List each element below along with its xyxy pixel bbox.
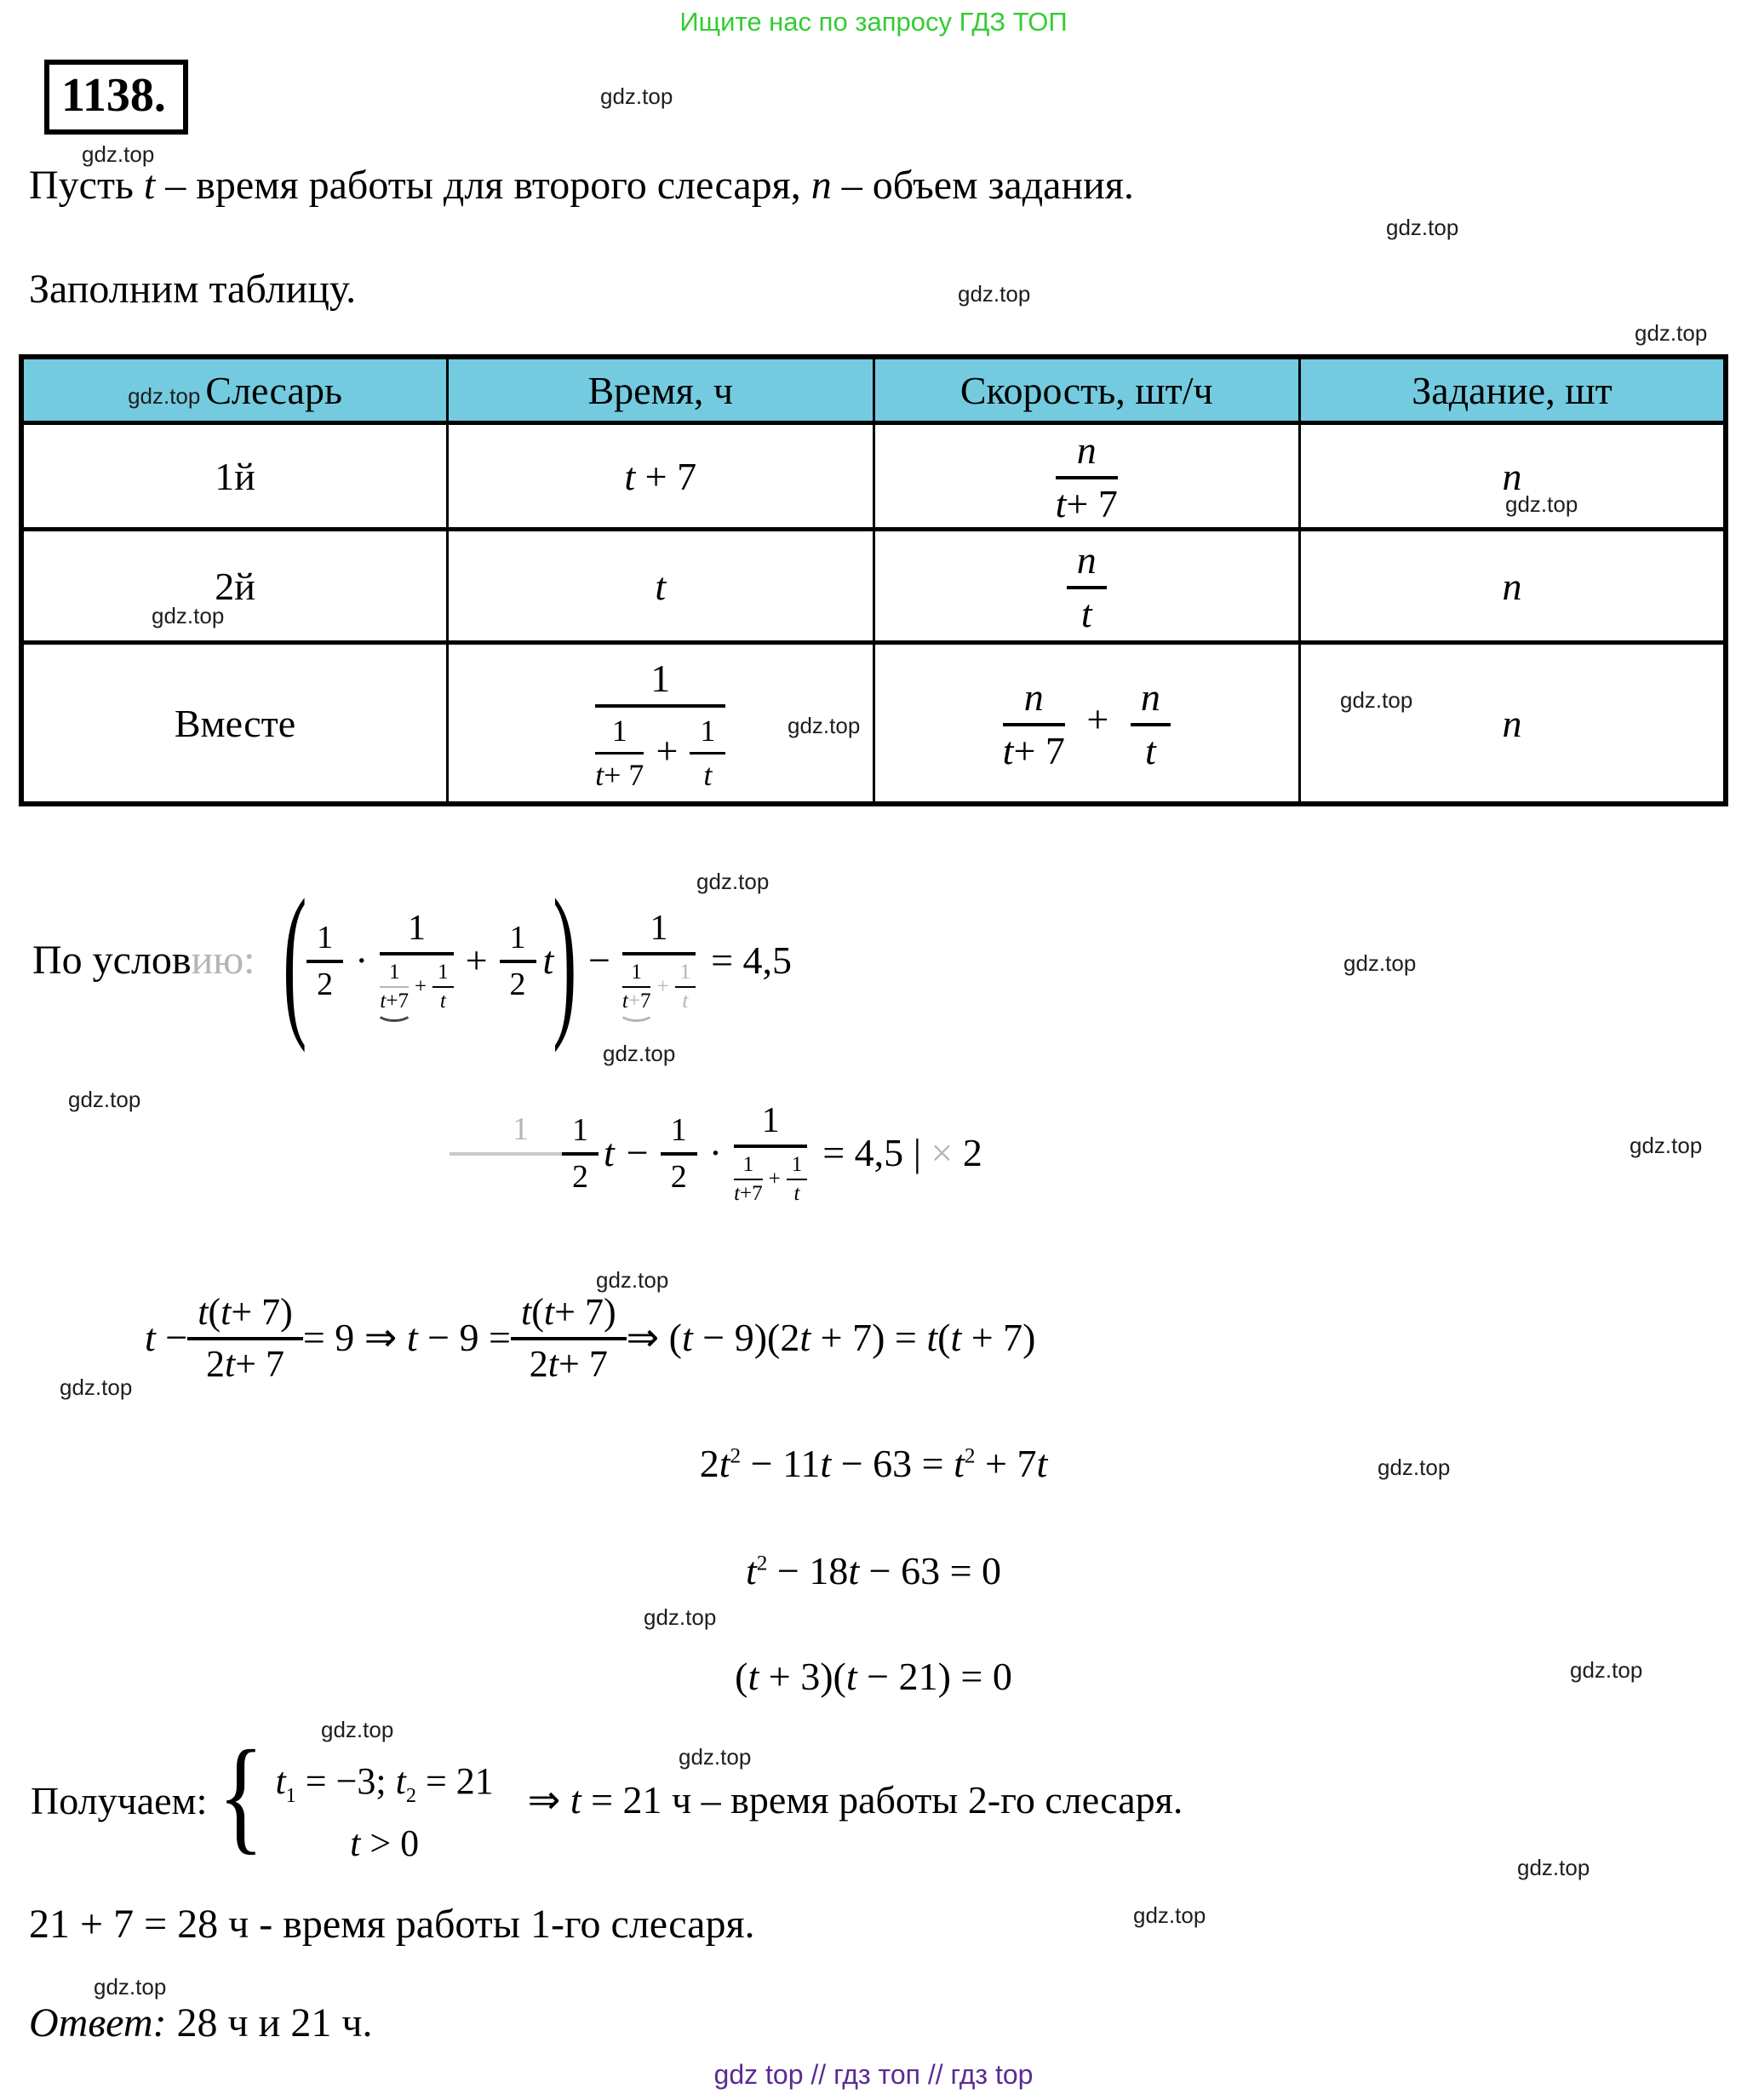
minus-sign: − (626, 1130, 649, 1174)
watermark: gdz.top (152, 603, 225, 628)
denominator (734, 1148, 807, 1204)
table-row (21, 643, 1726, 805)
watermark: gdz.top (1340, 687, 1413, 713)
fraction: n t + 7 (1002, 675, 1065, 772)
row2-label: 2й gdz.top (21, 530, 448, 643)
header-task: Задание, шт (1300, 357, 1727, 423)
watermark: gdz.top (1133, 1902, 1206, 1928)
plus-sign: + (414, 974, 427, 998)
watermark: gdz.top (1505, 491, 1578, 517)
numerator: n (1067, 538, 1107, 589)
fraction-half: $\frac{1}{2}$ (661, 1111, 697, 1193)
promo-banner: Ищите нас по запросу ГДЗ ТОП (679, 7, 1068, 37)
watermark: gdz.top (679, 1744, 752, 1770)
right-paren: ) (553, 865, 577, 1053)
equation-condition (32, 865, 793, 1053)
equals-result: = 4,5 (711, 938, 793, 982)
numerator: 1 (595, 657, 725, 708)
answer-line: Ответ: 28 ч и 21 ч. (29, 2000, 373, 2045)
ghost-numeral: 1 (513, 1111, 529, 1147)
variable-t: t (542, 938, 554, 982)
fraction: $\frac{1}{t}$ (787, 1153, 808, 1204)
equation-4: $2t^2 - 11t - 63 = t^2 + 7t$ (699, 1442, 1048, 1485)
denominator: t + 7 (1055, 482, 1118, 525)
equation-6: (t + 3)(t − 21) = 0 (735, 1655, 1012, 1698)
problem-number-box (44, 60, 188, 135)
fraction: 1 t + 7 (595, 713, 644, 792)
row1-speed (874, 423, 1300, 530)
fraction: 1 t +7 (734, 1153, 763, 1205)
fraction (1067, 538, 1107, 634)
watermark: gdz.top (128, 382, 201, 409)
fraction: t ( t + 7) 2 t + 7 (187, 1291, 303, 1383)
watermark: gdz.top (600, 83, 673, 109)
equation-5: $t^2 - 18t - 63 = 0$ (745, 1549, 1002, 1592)
row2-speed (874, 530, 1300, 643)
equation-2 (513, 1080, 982, 1225)
plus-sign: + (656, 974, 669, 998)
fraction: $\frac{1}{t}$ (432, 961, 454, 1012)
big-fraction: 1 1 t +7 + $\frac{1}{t}$ (380, 908, 453, 1012)
fraction-half: 1 1 2 (562, 1111, 599, 1193)
watermark: gdz.top (1343, 950, 1417, 976)
fraction-half: $\frac{1}{2}$ (500, 919, 536, 1001)
variable-t: t (604, 1130, 615, 1174)
watermark: gdz.top (958, 281, 1031, 307)
big-fraction: 1 1 t +7 + $\frac{1}{t}$ (734, 1100, 807, 1204)
system-cases (275, 1747, 493, 1865)
row2-task: n (1300, 530, 1727, 643)
row2-time: t (448, 530, 874, 643)
watermark: gdz.top (788, 713, 861, 738)
equation-3 (145, 1282, 1035, 1392)
watermark: gdz.top (603, 1041, 676, 1066)
system-label: Получаем: (31, 1779, 208, 1822)
watermark: gdz.top (68, 1087, 141, 1112)
artifact-line (450, 1152, 562, 1156)
eq3-middle: = 9 ⇒ t − 9 = (302, 1316, 511, 1359)
fraction-half: 1 2 (306, 919, 343, 1001)
row1-task: n gdz.top (1300, 423, 1727, 530)
row1-time: t + 7 (448, 423, 874, 530)
table-header-row (21, 357, 1726, 423)
denominator: t (1080, 592, 1092, 635)
equals-result: = 4,5 | × 2 (822, 1130, 982, 1174)
system-constraint: t > 0 (350, 1822, 420, 1864)
minus-sign: − (587, 938, 610, 982)
fraction (595, 657, 725, 790)
plus-sign: + (768, 1167, 781, 1191)
row3-label: Вместе (21, 643, 448, 805)
watermark: gdz.top (60, 1374, 133, 1400)
row3-time (448, 643, 874, 805)
footer-links: gdz top // гдз топ // гдз top (713, 2059, 1034, 2090)
system-conclusion: ⇒ t = 21 ч – время работы 2-го слесаря. (527, 1778, 1183, 1822)
table-row (21, 530, 1726, 643)
watermark: gdz.top (321, 1717, 394, 1742)
header-speed: Скорость, шт/ч (874, 357, 1300, 423)
watermark: gdz.top (696, 869, 770, 894)
watermark: gdz.top (82, 141, 155, 167)
multiply-dot: · (355, 938, 369, 982)
plus-sign: + (1086, 697, 1109, 741)
system-roots: $t_1 = -3$; $t_2 = 21$ (275, 1760, 494, 1807)
work-table (19, 354, 1728, 806)
watermark: gdz.top (1570, 1657, 1643, 1683)
watermark: gdz.top (94, 1974, 167, 2000)
denominator (380, 955, 453, 1012)
denominator (595, 708, 725, 790)
left-paren: ( (283, 865, 307, 1053)
left-brace: { (218, 1724, 265, 1866)
multiply-dot: · (708, 1130, 723, 1174)
header-time: Время, ч (448, 357, 874, 423)
numerator: n (1056, 428, 1118, 479)
fraction: $\frac{1}{t}$ (675, 961, 696, 1012)
watermark: gdz.top (596, 1267, 669, 1293)
watermark: gdz.top (1630, 1133, 1703, 1158)
condition-label: По условию: (32, 937, 255, 983)
first-worker-line: 21 + 7 = 28 ч - время работы 1-го слесаря. (29, 1902, 755, 1947)
row3-speed (874, 643, 1300, 805)
eq3-left: t − (145, 1315, 188, 1359)
row1-label: 1й (21, 423, 448, 530)
fill-table-line: Заполним таблицу. (29, 267, 357, 312)
fraction: $\frac{n}{t}$ (1131, 675, 1171, 771)
fraction: 1 t + 7 (621, 961, 651, 1013)
header-slesar: gdz.top Слесарь (21, 357, 448, 423)
row3-task: n gdz.top (1300, 643, 1727, 805)
table-row (21, 423, 1726, 530)
fraction (1056, 428, 1118, 524)
watermark: gdz.top (1378, 1455, 1451, 1480)
watermark: gdz.top (1386, 215, 1459, 240)
fraction: t ( t + 7) 2 t + 7 (511, 1291, 627, 1383)
plus-sign: + (465, 938, 488, 982)
eq3-right: ⇒ (t − 9)(2t + 7) = t(t + 7) (626, 1316, 1036, 1359)
big-fraction: 1 1 t + 7 + $\frac{1}{t}$ (622, 908, 696, 1012)
plus-sign: + (656, 729, 679, 772)
fraction: 1 t +7 (380, 961, 409, 1013)
fraction: $\frac{1}{t}$ (690, 713, 725, 790)
watermark: gdz.top (644, 1604, 717, 1630)
problem-number: 1138. (61, 69, 166, 122)
watermark: gdz.top (1517, 1855, 1590, 1880)
watermark: gdz.top (1635, 320, 1708, 346)
denominator (622, 955, 696, 1012)
intro-line: Пусть t – время работы для второго слесаря, n – объем задания. (29, 163, 1134, 208)
